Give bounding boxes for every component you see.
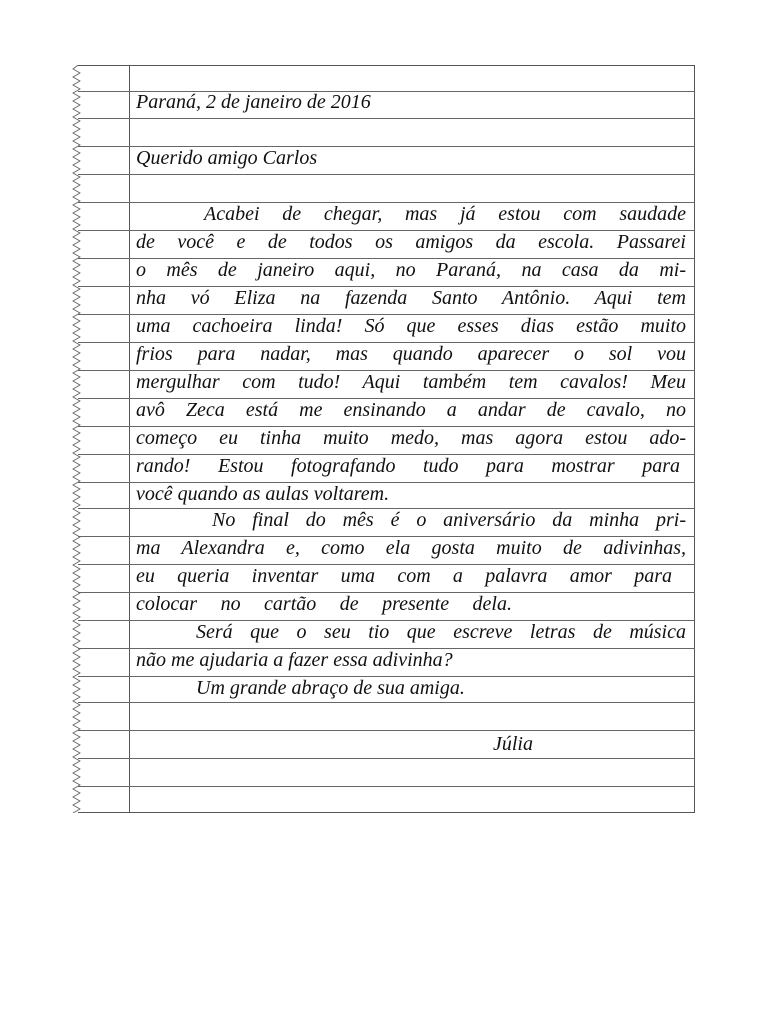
paragraph1-line: rando! Estou fotografando tudo para mostrar para: [136, 455, 680, 477]
paragraph3-line: não me ajudaria a fazer essa adivinha?: [136, 649, 453, 671]
paragraph1-line: frios para nadar, mas quando aparecer o sol vou: [136, 343, 686, 365]
closing: Um grande abraço de sua amiga.: [196, 677, 465, 699]
paragraph1-line: de você e de todos os amigos da escola. Passarei: [136, 231, 686, 253]
spiral-torn-edge: [72, 65, 84, 813]
paragraph2-line: colocar no cartão de presente dela.: [136, 593, 512, 615]
paragraph2-line: No final do mês é o aniversário da minha pri-: [212, 509, 686, 531]
paragraph1-line: mergulhar com tudo! Aqui também tem cavalos! Meu: [136, 371, 686, 393]
ruled-line: [78, 786, 695, 787]
paragraph3-line: Será que o seu tio que escreve letras de música: [196, 621, 686, 643]
paragraph1-line: nha vó Eliza na fazenda Santo Antônio. Aqui tem: [136, 287, 686, 309]
date-line: Paraná, 2 de janeiro de 2016: [136, 91, 371, 113]
paragraph1-line: começo eu tinha muito medo, mas agora estou ado-: [136, 427, 686, 449]
paragraph1-line: você quando as aulas voltarem.: [136, 483, 390, 505]
paragraph2-line: ma Alexandra e, como ela gosta muito de adivinhas,: [136, 537, 686, 559]
ruled-line: [78, 702, 695, 703]
ruled-line: [78, 730, 695, 731]
paragraph1-line: o mês de janeiro aqui, no Paraná, na casa da mi-: [136, 259, 686, 281]
paragraph1-line: avô Zeca está me ensinando a andar de cavalo, no: [136, 399, 686, 421]
paragraph1-line: Acabei de chegar, mas já estou com saudade: [204, 203, 686, 225]
paragraph2-line: eu queria inventar uma com a palavra amor para: [136, 565, 672, 587]
greeting: Querido amigo Carlos: [136, 147, 318, 169]
ruled-line: [78, 174, 695, 175]
ruled-line: [78, 118, 695, 119]
signature: Júlia: [493, 733, 533, 755]
paragraph1-line: uma cachoeira linda! Só que esses dias estão muito: [136, 315, 686, 337]
margin-line: [129, 65, 130, 813]
ruled-line: [78, 758, 695, 759]
